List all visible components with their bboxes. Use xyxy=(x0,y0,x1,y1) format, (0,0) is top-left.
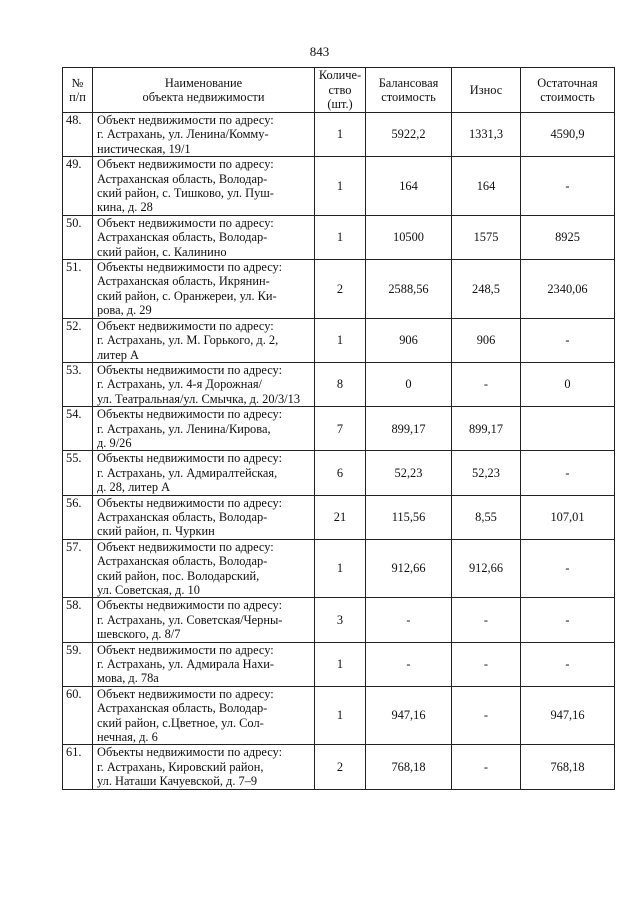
table-row xyxy=(63,642,615,686)
table-row xyxy=(63,318,615,362)
cell-quantity: 2 xyxy=(315,260,366,319)
cell-quantity: 3 xyxy=(315,598,366,642)
cell-residual-value: 4590,9 xyxy=(521,113,615,157)
header-balance-value: Балансовая стоимость xyxy=(366,68,452,113)
cell-wear: 52,23 xyxy=(452,451,521,495)
cell-balance-value: 912,66 xyxy=(366,539,452,598)
header-residual-value: Остаточная стоимость xyxy=(521,68,615,113)
table-row xyxy=(63,495,615,539)
cell-balance-value: 10500 xyxy=(366,215,452,259)
table-row xyxy=(63,686,615,745)
cell-balance-value: 52,23 xyxy=(366,451,452,495)
cell-object-name: Объекты недвижимости по адресу: г. Астрахань, ул. Советская/Черны- шевского, д. 8/7 xyxy=(93,598,315,642)
cell-balance-value: 164 xyxy=(366,157,452,216)
cell-quantity: 21 xyxy=(315,495,366,539)
cell-number: 56. xyxy=(63,495,93,539)
table-row xyxy=(63,539,615,598)
cell-residual-value: 2340,06 xyxy=(521,260,615,319)
cell-balance-value: 5922,2 xyxy=(366,113,452,157)
cell-object-name: Объекты недвижимости по адресу: Астраханская область, Икрянин- ский район, с. Оранжереи, ул. Ки- рова, д. 29 xyxy=(93,260,315,319)
cell-wear: 912,66 xyxy=(452,539,521,598)
cell-residual-value: - xyxy=(521,451,615,495)
cell-quantity: 7 xyxy=(315,407,366,451)
cell-wear: - xyxy=(452,686,521,745)
cell-wear: 164 xyxy=(452,157,521,216)
cell-number: 54. xyxy=(63,407,93,451)
cell-number: 53. xyxy=(63,362,93,406)
cell-object-name: Объект недвижимости по адресу: Астраханская область, Володар- ский район, с.Цветное, ул. Сол- нечная, д. 6 xyxy=(93,686,315,745)
cell-wear: - xyxy=(452,642,521,686)
cell-residual-value: 107,01 xyxy=(521,495,615,539)
cell-number: 49. xyxy=(63,157,93,216)
cell-residual-value: - xyxy=(521,318,615,362)
cell-balance-value: 906 xyxy=(366,318,452,362)
table-row xyxy=(63,598,615,642)
cell-object-name: Объекты недвижимости по адресу: г. Астрахань, ул. 4-я Дорожная/ ул. Театральная/ул. Смычка, д. 20/3/13 xyxy=(93,362,315,406)
cell-wear: 1575 xyxy=(452,215,521,259)
cell-residual-value: - xyxy=(521,157,615,216)
cell-residual-value: - xyxy=(521,539,615,598)
cell-residual-value: - xyxy=(521,598,615,642)
cell-wear: 8,55 xyxy=(452,495,521,539)
cell-number: 52. xyxy=(63,318,93,362)
cell-residual-value: 947,16 xyxy=(521,686,615,745)
cell-object-name: Объекты недвижимости по адресу: г. Астрахань, Кировский район, ул. Наташи Качуевской, д. 7–9 xyxy=(93,745,315,789)
cell-quantity: 6 xyxy=(315,451,366,495)
table-row xyxy=(63,745,615,789)
cell-quantity: 1 xyxy=(315,157,366,216)
page-number: 843 xyxy=(309,44,330,59)
cell-wear: - xyxy=(452,362,521,406)
cell-number: 59. xyxy=(63,642,93,686)
header-wear: Износ xyxy=(452,68,521,113)
property-table xyxy=(62,67,615,790)
header-name: Наименование объекта недвижимости xyxy=(93,68,315,113)
table-row xyxy=(63,362,615,406)
cell-number: 60. xyxy=(63,686,93,745)
table-body xyxy=(63,113,615,790)
cell-wear: 899,17 xyxy=(452,407,521,451)
cell-quantity: 2 xyxy=(315,745,366,789)
cell-number: 55. xyxy=(63,451,93,495)
cell-quantity: 1 xyxy=(315,318,366,362)
cell-wear: - xyxy=(452,598,521,642)
cell-balance-value: - xyxy=(366,598,452,642)
cell-object-name: Объекты недвижимости по адресу: г. Астрахань, ул. Адмиралтейская, д. 28, литер А xyxy=(93,451,315,495)
cell-quantity: 1 xyxy=(315,113,366,157)
cell-number: 58. xyxy=(63,598,93,642)
cell-quantity: 8 xyxy=(315,362,366,406)
cell-object-name: Объект недвижимости по адресу: г. Астрахань, ул. М. Горького, д. 2, литер А xyxy=(93,318,315,362)
cell-quantity: 1 xyxy=(315,215,366,259)
cell-object-name: Объекты недвижимости по адресу: г. Астрахань, ул. Ленина/Кирова, д. 9/26 xyxy=(93,407,315,451)
cell-residual-value xyxy=(521,407,615,451)
cell-object-name: Объекты недвижимости по адресу: Астраханская область, Володар- ский район, п. Чуркин xyxy=(93,495,315,539)
cell-wear: 906 xyxy=(452,318,521,362)
cell-object-name: Объект недвижимости по адресу: Астраханская область, Володар- ский район, с. Калинино xyxy=(93,215,315,259)
cell-residual-value: 768,18 xyxy=(521,745,615,789)
cell-wear: - xyxy=(452,745,521,789)
header-quantity: Количе- ство (шт.) xyxy=(315,68,366,113)
cell-residual-value: 8925 xyxy=(521,215,615,259)
cell-object-name: Объект недвижимости по адресу: г. Астрахань, ул. Ленина/Комму- нистическая, 19/1 xyxy=(93,113,315,157)
table-row xyxy=(63,407,615,451)
cell-balance-value: 2588,56 xyxy=(366,260,452,319)
cell-balance-value: 899,17 xyxy=(366,407,452,451)
cell-number: 50. xyxy=(63,215,93,259)
cell-residual-value: 0 xyxy=(521,362,615,406)
cell-residual-value: - xyxy=(521,642,615,686)
cell-balance-value: 947,16 xyxy=(366,686,452,745)
cell-number: 48. xyxy=(63,113,93,157)
table-row xyxy=(63,215,615,259)
cell-quantity: 1 xyxy=(315,642,366,686)
table-row xyxy=(63,260,615,319)
cell-wear: 248,5 xyxy=(452,260,521,319)
table-row xyxy=(63,157,615,216)
cell-object-name: Объект недвижимости по адресу: г. Астрахань, ул. Адмирала Нахи- мова, д. 78а xyxy=(93,642,315,686)
cell-object-name: Объект недвижимости по адресу: Астраханская область, Володар- ский район, пос. Володарский, ул. Советская, д. 10 xyxy=(93,539,315,598)
cell-number: 57. xyxy=(63,539,93,598)
table-row xyxy=(63,451,615,495)
cell-balance-value: 115,56 xyxy=(366,495,452,539)
cell-object-name: Объект недвижимости по адресу: Астраханская область, Володар- ский район, с. Тишково, ул. Пуш- кина, д. 28 xyxy=(93,157,315,216)
header-number: № п/п xyxy=(63,68,93,113)
table-header-row xyxy=(63,68,615,113)
cell-balance-value: 0 xyxy=(366,362,452,406)
cell-balance-value: - xyxy=(366,642,452,686)
cell-quantity: 1 xyxy=(315,539,366,598)
cell-number: 51. xyxy=(63,260,93,319)
cell-quantity: 1 xyxy=(315,686,366,745)
cell-number: 61. xyxy=(63,745,93,789)
cell-wear: 1331,3 xyxy=(452,113,521,157)
table-row xyxy=(63,113,615,157)
cell-balance-value: 768,18 xyxy=(366,745,452,789)
